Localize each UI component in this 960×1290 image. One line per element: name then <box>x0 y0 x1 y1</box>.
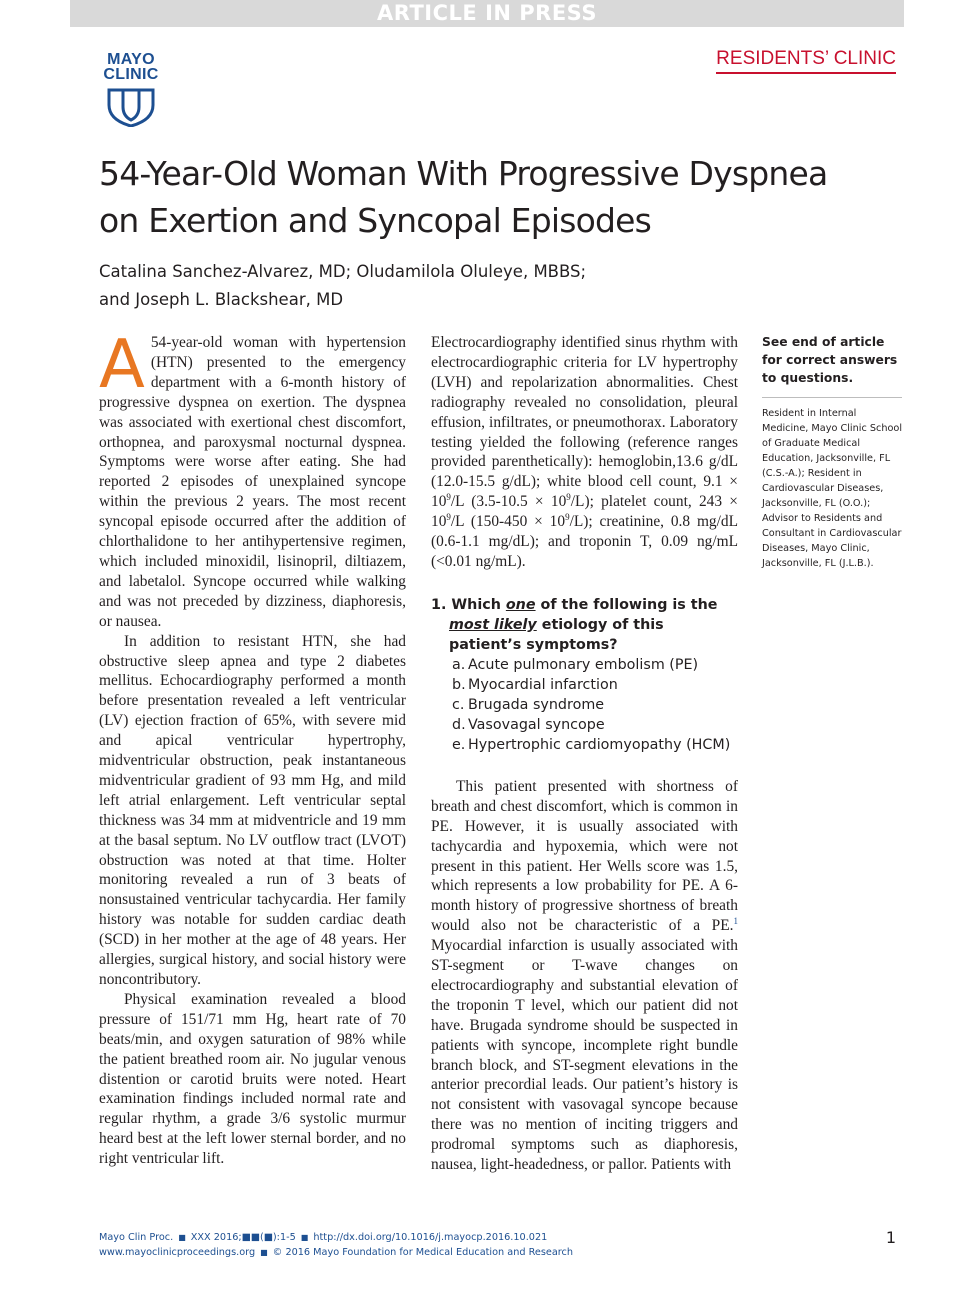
option-c: c. Brugada syndrome <box>452 696 605 713</box>
mayo-clinic-logo <box>96 52 166 127</box>
question-1-options <box>431 655 738 755</box>
paragraph-1-text: 54-year-old woman with hypertension (HTN) presented to the emergency department with a 6-month history of progressive dyspnea on exertion. The dyspnea was associated with exertional chest discomfort, orthopnea, and paroxysmal nocturnal dyspnea. Symptoms were worse after eating. She had reported 2 episodes of unexplained syncope within the previous 2 years. The most recent syncopal episode occurred after the addition of chlorthalidone to her antihypertensive regimen, which included minoxidil, lisinopril, diltiazem, and labetalol. Syncope occurred while walking and was not preceded by dizziness, diaphoresis, or nausea. <box>99 334 406 630</box>
footer <box>99 1230 573 1260</box>
website-link[interactable]: www.mayoclinicproceedings.org <box>99 1247 256 1258</box>
option-e: e. Hypertrophic cardiomyopathy (HCM) <box>452 736 731 753</box>
authors-line-1: Catalina Sanchez-Alvarez, MD; Oludamilola Oluleye, MBBS; <box>99 262 587 281</box>
column-1 <box>99 325 406 1169</box>
authors-line-2: and Joseph L. Blackshear, MD <box>99 290 344 309</box>
paragraph-3: Physical examination revealed a blood pressure of 151/71 mm Hg, heart rate of 70 beats/min, and oxygen saturation of 98% while the patient breathed room air. No jugular venous distention or carotid bruits were noted. Heart examination findings included normal rate and regular rhythm, a grade 3/6 systolic murmur heard best at the left lower sternal border, and no right ventricular lift. <box>99 990 406 1168</box>
section-label: RESIDENTS’ CLINIC <box>716 48 896 74</box>
question-1-stem: 1. Which one of the following is the most likely etiology of this patient’s symptoms? <box>431 596 718 653</box>
footer-line-2: www.mayoclinicproceedings.org ■ © 2016 Mayo Foundation for Medical Education and Research <box>99 1247 574 1258</box>
article-in-press-banner: ARTICLE IN PRESS <box>70 0 904 27</box>
authors <box>99 258 699 314</box>
footer-line-1: Mayo Clin Proc. ■ XXX 2016;■■(■):1-5 ■ http://dx.doi.org/10.1016/j.mayocp.2016.10.021 <box>99 1232 548 1243</box>
option-b: b. Myocardial infarction <box>452 676 618 693</box>
drop-cap: A <box>99 325 145 403</box>
citation-link[interactable]: 1 <box>733 916 738 927</box>
answers-note: See end of article for correct answers to questions. <box>762 335 898 385</box>
option-a: a. Acute pulmonary embolism (PE) <box>452 656 699 673</box>
column-2 <box>431 333 738 1175</box>
journal-name: Mayo Clin Proc. <box>99 1232 174 1243</box>
article-title: 54-Year-Old Woman With Progressive Dyspnea on Exertion and Syncopal Episodes <box>99 154 828 240</box>
paragraph-2: In addition to resistant HTN, she had obstructive sleep apnea and type 2 diabetes mellitus. Echocardiography performed a month before presentation revealed a left ventricular (LV) ejection fraction of 65%, with severe mid and apical ventricular hypertrophy, midventricular obstruction, peak instantaneous midventricular gradient of 93 mm Hg, and mild left atrial enlargement. Left ventricular septal thickness was 34 mm at midventricle and 19 mm at the basal septum. No LV outflow tract (LVOT) obstruction was noted at that time. Holter monitoring revealed a run of 3 beats of nonsustained ventricular tachycardia. Her family history was notable for sudden cardiac death (SCD) in her mother at the age of 48 years. Her allergies, surgical history, and social history were noncontributory. <box>99 632 406 988</box>
issue-info: XXX 2016;■■(■):1-5 <box>190 1232 296 1243</box>
copyright: © 2016 Mayo Foundation for Medical Education and Research <box>272 1247 574 1258</box>
paragraph-lab-results: Electrocardiography identified sinus rhythm with electrocardiographic criteria for LV hypertrophy (LVH) and repolarization abnormalities. Chest radiography revealed no consolidation, pleural effusion, infiltrates, or pneumothorax. Laboratory testing yielded the following (reference ranges provided parenthetically): hemoglobin,13.6 g/dL (12.0-15.5 g/dL); white blood cell count, $9.1 \times 10^9/L$ $(3.5-10.5 \times 10^9/L)$; platelet count, $243 \times 10^9/L$ $(150-450 \times 10^9/L)$; creatinine, 0.8 mg/dL (0.6-1.1 mg/dL); and troponin T, 0.09 ng/mL (<0.01 ng/mL). <box>431 334 738 570</box>
paragraph-1 <box>99 325 406 632</box>
doi-link[interactable]: http://dx.doi.org/10.1016/j.mayocp.2016.10.021 <box>313 1232 548 1243</box>
shield-icon <box>106 87 156 127</box>
logo-line-2: CLINIC <box>103 66 159 83</box>
affiliations: Resident in Internal Medicine, Mayo Clinic School of Graduate Medical Education, Jacksonville, FL (C.S.-A.); Resident in Cardiovascular Diseases, Jacksonville, FL (O.O.); Advisor to Residents and Consultant in Cardiovascular Diseases, Mayo Clinic, Jacksonville, FL (J.L.B.). <box>762 397 902 571</box>
page-number: 1 <box>885 1228 896 1247</box>
option-d: d. Vasovagal syncope <box>452 716 605 733</box>
paragraph-discussion: This patient presented with shortness of breath and chest discomfort, which is common in PE. However, it is usually associated with tachycardia and hypoxemia, which were not present in this patient. Her Wells score was 1.5, which represents a low probability for PE. A 6-month history of progressive shortness of breath would also not be characteristic of a PE.$^1$ Myocardial infarction is usually associated with ST-segment or T-wave changes on electrocardiography and substantial elevation of the troponin T level, which our patient did not have. Brugada syndrome should be suspected in patients with syncope, incomplete right bundle branch block, and ST-segment elevations in the anterior precordial leads. Our patient’s history is not consistent with vasovagal syncope because there was no mention of inciting triggers and prodromal symptoms such as diaphoresis, nausea, light-headedness, or pallor. Patients with <box>431 777 738 1174</box>
logo-line-1: MAYO <box>107 51 155 68</box>
sidebar <box>762 333 902 571</box>
